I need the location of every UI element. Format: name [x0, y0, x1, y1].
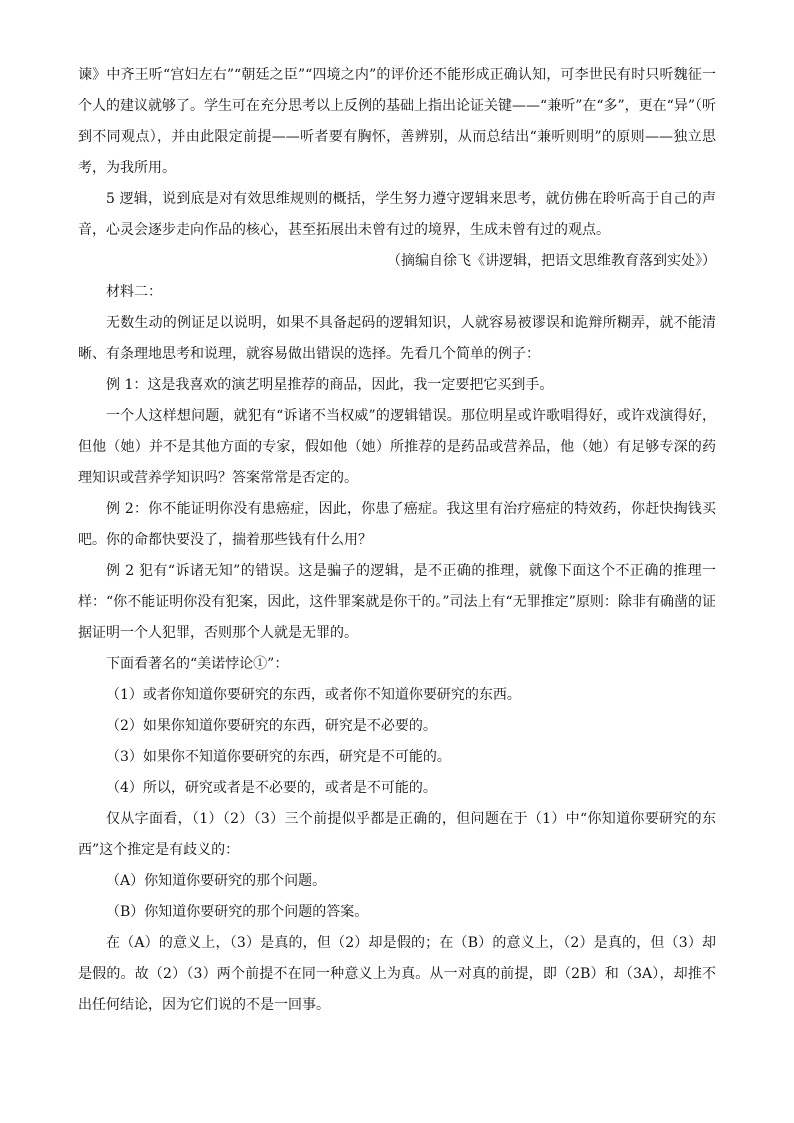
paragraph-logic-summary: 5 逻辑，说到底是对有效思维规则的概括，学生努力遵守逻辑来思考，就仿佛在聆听高于自己的声音，心灵会逐步走向作品的核心，甚至拓展出未曾有过的境界，生成未曾有过的观点。 — [78, 191, 716, 238]
meno-paradox-intro: 下面看著名的“美诺悖论①”： — [106, 656, 289, 672]
paragraph-authority-fallacy: 一个人这样想问题，就犯有“诉诸不当权威”的逻辑错误。那位明星或许歌唱得好，或许戏演得好，但他（她）并不是其他方面的专家，假如他（她）所推荐的是药品或营养品，他（她）有足够专深的药理知识或营养学知识吗？答案常常是否定的。 — [78, 408, 716, 486]
source-attribution: （摘编自徐飞《讲逻辑，把语文思维教育落到实处》） — [387, 253, 716, 269]
paragraph-logic-importance: 无数生动的例证足以说明，如果不具备起码的逻辑知识，人就容易被谬误和诡辩所糊弄，就不能清晰、有条理地思考和说理，就容易做出错误的选择。先看几个简单的例子： — [78, 315, 716, 362]
example-two: 例 2：你不能证明你没有患癌症，因此，你患了癌症。我这里有治疗癌症的特效药，你赶快掏钱买吧。你的命都快要没了，揣着那些钱有什么用？ — [78, 501, 716, 548]
premise-3: （3）如果你不知道你要研究的东西，研究是不可能的。 — [106, 749, 451, 765]
sense-a: （A）你知道你要研究的那个问题。 — [106, 873, 327, 889]
example-one: 例 1：这是我喜欢的演艺明星推荐的商品，因此，我一定要把它买到手。 — [106, 377, 554, 393]
premise-2: （2）如果你知道你要研究的东西，研究是不必要的。 — [106, 718, 437, 734]
paragraph-ignorance-fallacy: 例 2 犯有“诉诸无知”的错误。这是骗子的逻辑，是不正确的推理，就像下面这个不正确的推理一样：“你不能证明你没有犯案，因此，这件罪案就是你干的。”司法上有“无罪推定”原则：除非有确凿的证据证明一个人犯罪，否则那个人就是无罪的。 — [78, 563, 716, 641]
paragraph-resolution: 在（A）的意义上，（3）是真的，但（2）却是假的；在（B）的意义上，（2）是真的，但（3）却是假的。故（2）（3）两个前提不在同一种意义上为真。从一对真的前提，即（2B）和（3A），却推不出任何结论，因为它们说的不是一回事。 — [78, 935, 716, 1013]
material-two-heading: 材料二： — [106, 284, 162, 300]
premise-1: （1）或者你知道你要研究的东西，或者你不知道你要研究的东西。 — [106, 687, 521, 703]
sense-b: （B）你知道你要研究的那个问题的答案。 — [106, 904, 369, 920]
conclusion-4: （4）所以，研究或者是不必要的，或者是不可能的。 — [106, 780, 437, 796]
paragraph-ambiguity: 仅从字面看，（1）（2）（3）三个前提似乎都是正确的，但问题在于（1）中“你知道你要研究的东西”这个推定是有歧义的： — [78, 811, 716, 858]
paragraph-ancient-example: 谏》中齐王听“宫妇左右”“朝廷之臣”“四境之内”的评价还不能形成正确认知，可李世民有时只听魏征一个人的建议就够了。学生可在充分思考以上反例的基础上指出论证关键——“兼听”在“多”，更在“异”（听到不同观点），并由此限定前提——听者要有胸怀，善辨别，从而总结出“兼听则明”的原则——独立思考，为我所用。 — [78, 67, 716, 176]
